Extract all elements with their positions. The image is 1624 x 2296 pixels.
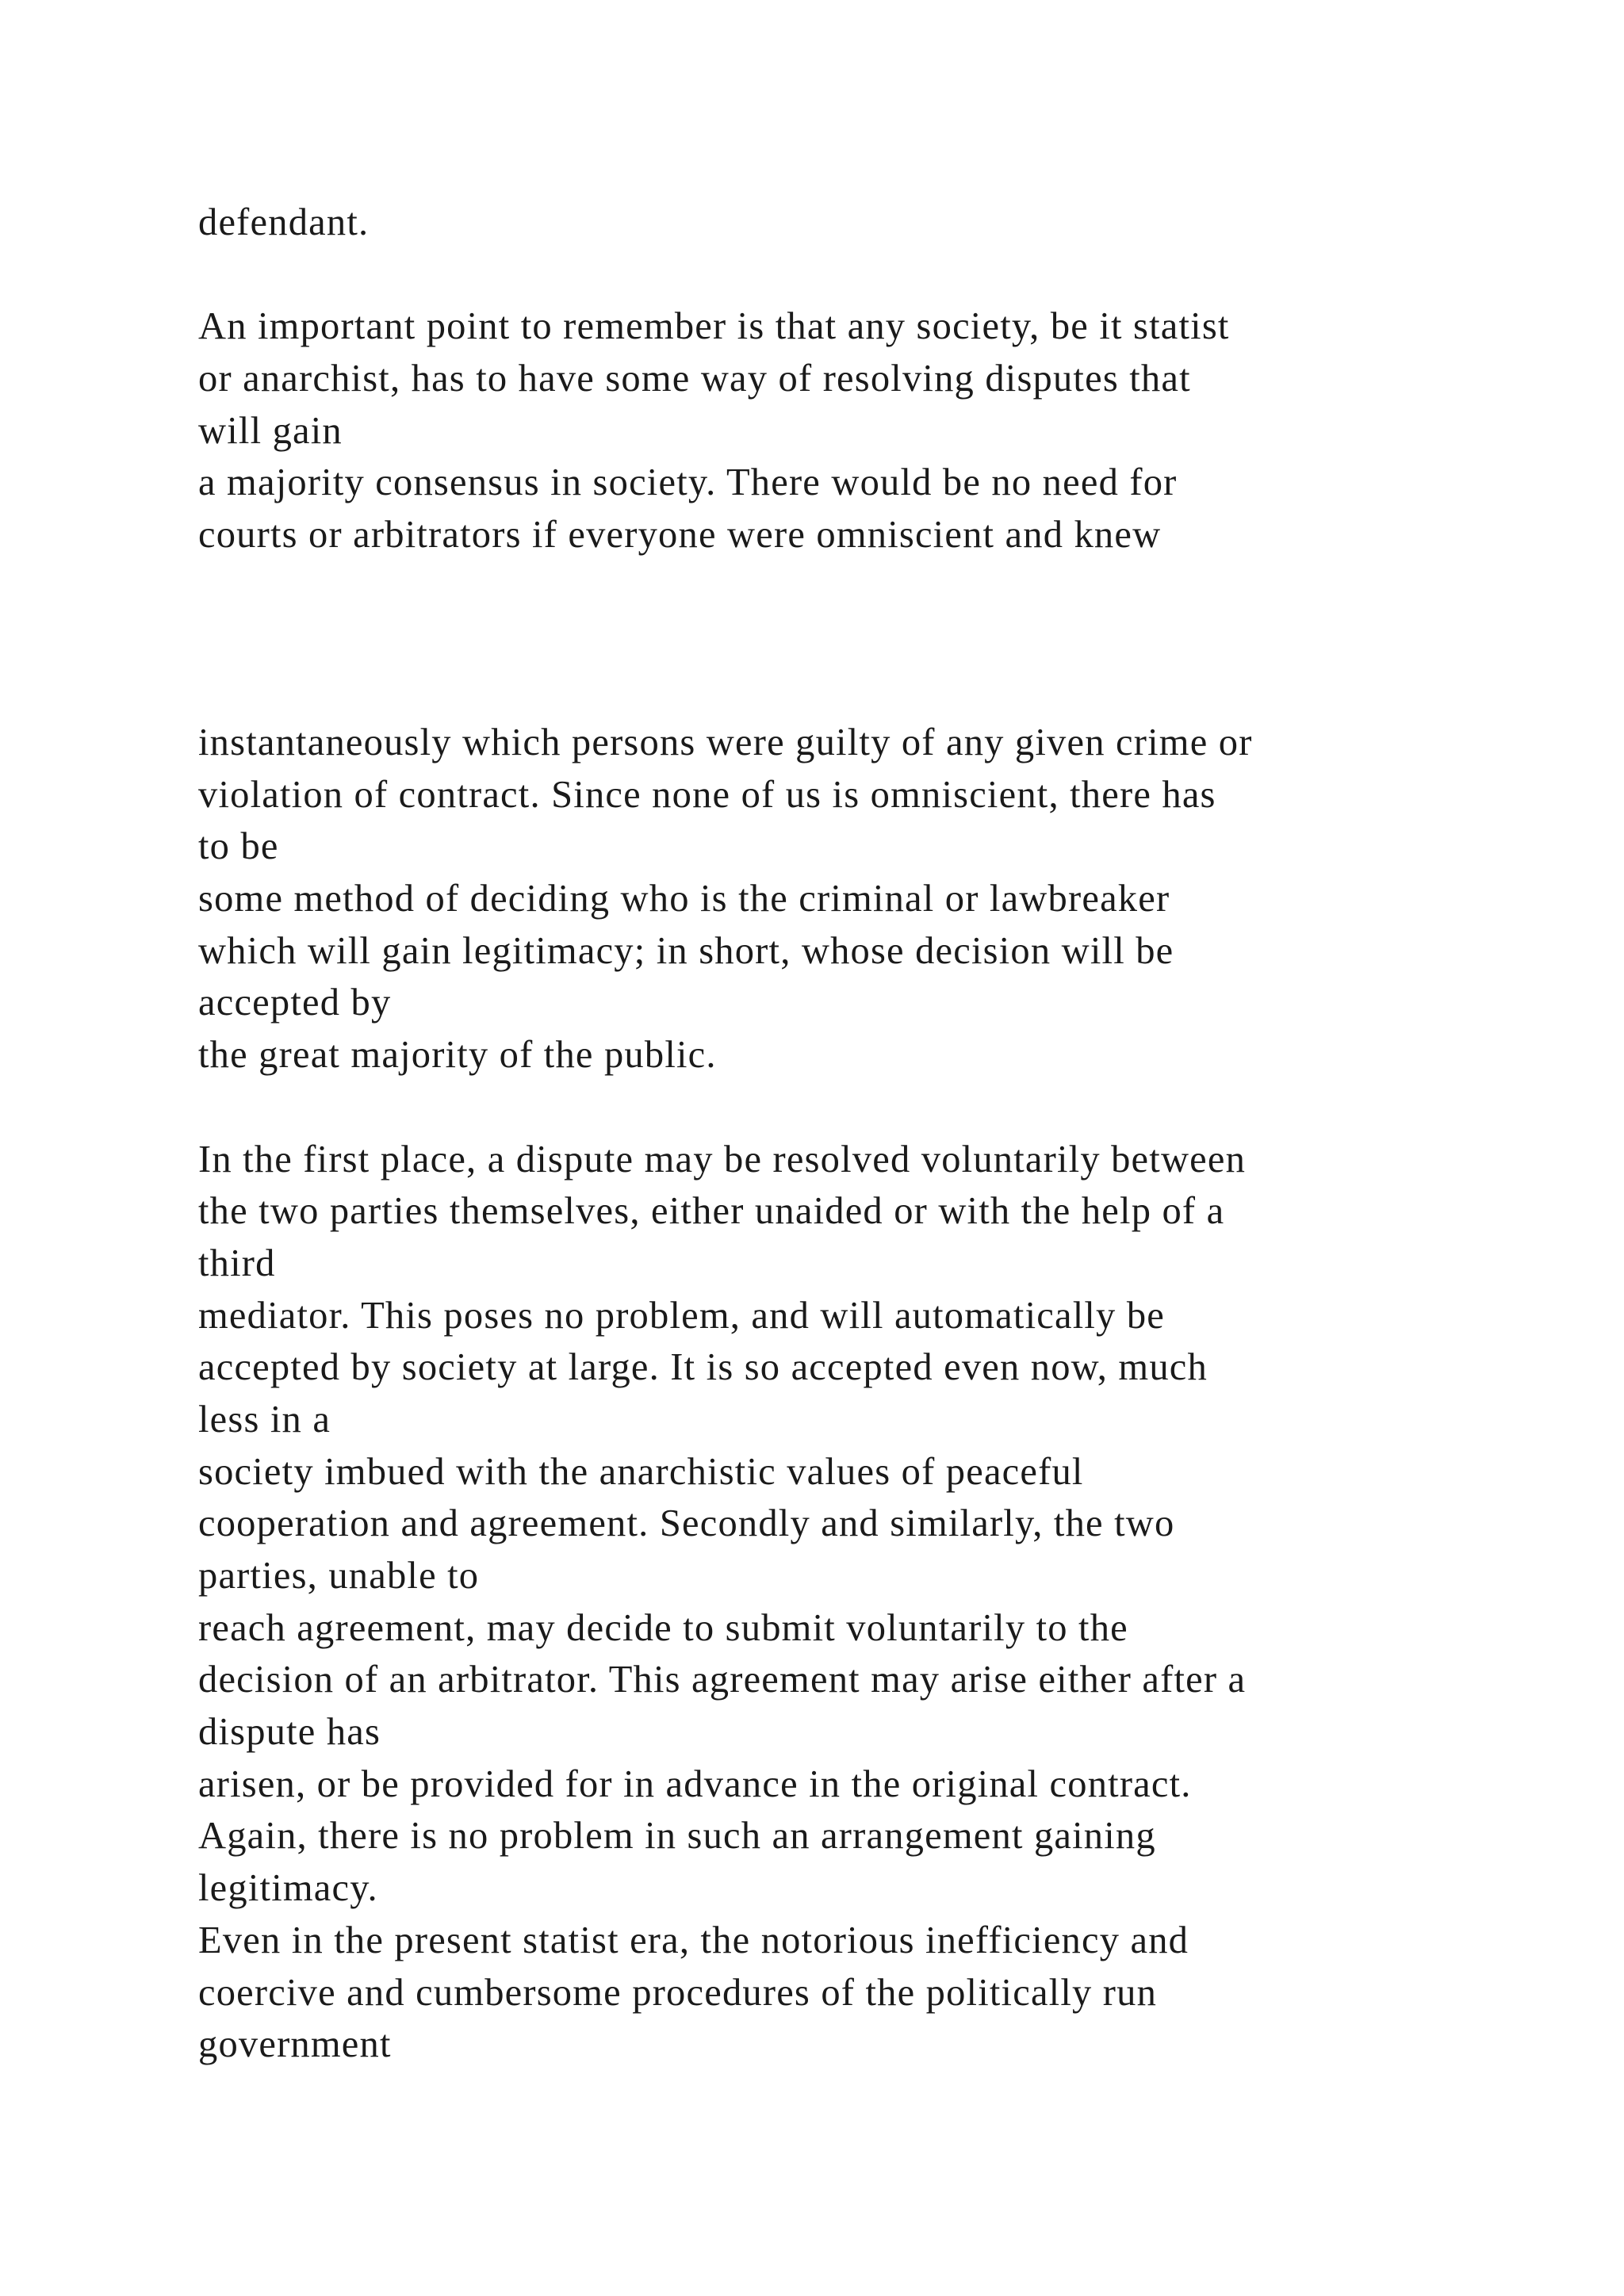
text-line: In the first place, a dispute may be resolved voluntarily between <box>198 1138 1247 1181</box>
text-line: third <box>198 1242 276 1284</box>
text-line: Again, there is no problem in such an arrangement gaining <box>198 1815 1156 1858</box>
text-line: government <box>198 2023 392 2066</box>
text-line: accepted by <box>198 982 392 1024</box>
text-line: cooperation and agreement. Secondly and similarly, the two <box>198 1502 1175 1545</box>
text-line: some method of deciding who is the criminal or lawbreaker <box>198 878 1170 920</box>
text-line: mediator. This poses no problem, and will automatically be <box>198 1294 1166 1337</box>
text-line: violation of contract. Since none of us is omniscient, there has <box>198 773 1216 816</box>
paragraph-break <box>198 1081 1546 1134</box>
text-line: a majority consensus in society. There would be no need for <box>198 461 1178 504</box>
text-line: dispute has <box>198 1711 381 1754</box>
paragraph-break <box>198 249 1546 301</box>
text-line: An important point to remember is that any society, be it statist <box>198 305 1230 348</box>
text-line: defendant. <box>198 201 370 243</box>
text-line: decision of an arbitrator. This agreement may arise either after a <box>198 1659 1247 1701</box>
text-line: instantaneously which persons were guilty of any given crime or <box>198 721 1253 763</box>
text-line: society imbued with the anarchistic values of peaceful <box>198 1450 1084 1493</box>
text-line: coercive and cumbersome procedures of the politically run <box>198 1971 1158 2014</box>
text-line: which will gain legitimacy; in short, whose decision will be <box>198 929 1174 972</box>
text-line: will gain <box>198 409 343 452</box>
text-line: arisen, or be provided for in advance in the original contract. <box>198 1762 1192 1805</box>
text-line: the two parties themselves, either unaided or with the help of a <box>198 1190 1225 1233</box>
text-line: the great majority of the public. <box>198 1034 717 1077</box>
text-line: Even in the present statist era, the notorious inefficiency and <box>198 1919 1189 1961</box>
text-line: to be <box>198 825 279 868</box>
text-line: less in a <box>198 1398 331 1441</box>
text-line: parties, unable to <box>198 1555 480 1597</box>
text-line: courts or arbitrators if everyone were omniscient and knew <box>198 514 1162 557</box>
text-block-top <box>198 197 1546 561</box>
text-line: or anarchist, has to have some way of resolving disputes that <box>198 358 1191 400</box>
text-line: reach agreement, may decide to submit voluntarily to the <box>198 1606 1128 1649</box>
text-block-bottom <box>198 717 1546 2071</box>
text-line: legitimacy. <box>198 1867 378 1910</box>
text-line: accepted by society at large. It is so accepted even now, much <box>198 1346 1208 1389</box>
